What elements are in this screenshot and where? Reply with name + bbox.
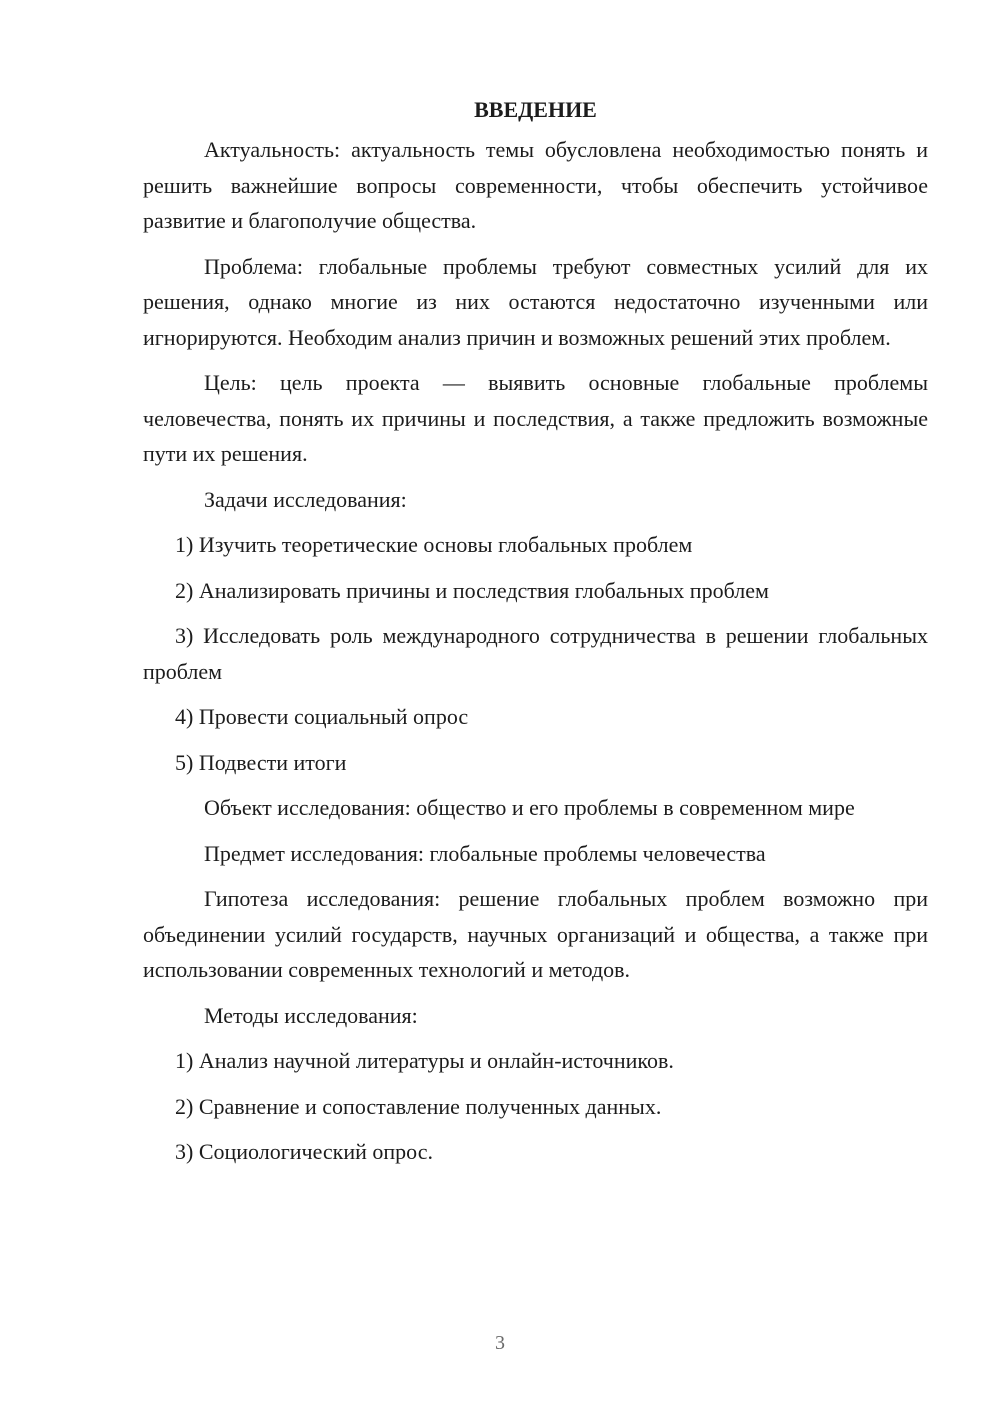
method-item: 2) Сравнение и сопоставление полученных данных. xyxy=(175,1093,662,1119)
method-item: 3) Социологический опрос. xyxy=(175,1139,433,1164)
task-item: 1) Изучить теоретические основы глобальных проблем xyxy=(175,532,693,557)
object-paragraph: Объект исследования: общество и его проблемы в современном мире xyxy=(204,795,855,820)
task-item: 5) Подвести итоги xyxy=(175,749,347,775)
section-title: ВВЕДЕНИЕ xyxy=(474,97,597,122)
task-item: 4) Провести социальный опрос xyxy=(175,704,469,729)
task-item: 2) Анализировать причины и последствия глобальных проблем xyxy=(175,577,769,603)
problem-paragraph: Проблема: глобальные проблемы требуют совместных усилий для их решения, однако многие из них остаются недостаточно изученными или игнорируются. Необходим анализ причин и возможных решений этих проблем. xyxy=(143,253,928,350)
task-item: 3) Исследовать роль международного сотрудничества в решении глобальных проблем xyxy=(143,623,928,684)
hypothesis-paragraph: Гипотеза исследования: решение глобальных проблем возможно при объединении усилий государств, научных организаций и общества, а также при использовании современных технологий и методов. xyxy=(143,886,928,982)
methods-heading: Методы исследования: xyxy=(204,1002,418,1028)
subject-paragraph: Предмет исследования: глобальные проблемы человечества xyxy=(204,840,766,866)
relevance-paragraph: Актуальность: актуальность темы обусловлена необходимостью понять и решить важнейшие вопросы современности, чтобы обеспечить устойчивое развитие и благополучие общества. xyxy=(143,137,928,233)
goal-paragraph: Цель: цель проекта — выявить основные глобальные проблемы человечества, понять их причины и последствия, а также предложить возможные пути их решения. xyxy=(143,370,928,466)
page-number: 3 xyxy=(495,1332,505,1354)
tasks-heading: Задачи исследования: xyxy=(204,486,407,512)
method-item: 1) Анализ научной литературы и онлайн-источников. xyxy=(175,1048,674,1073)
document-page xyxy=(143,92,928,1180)
